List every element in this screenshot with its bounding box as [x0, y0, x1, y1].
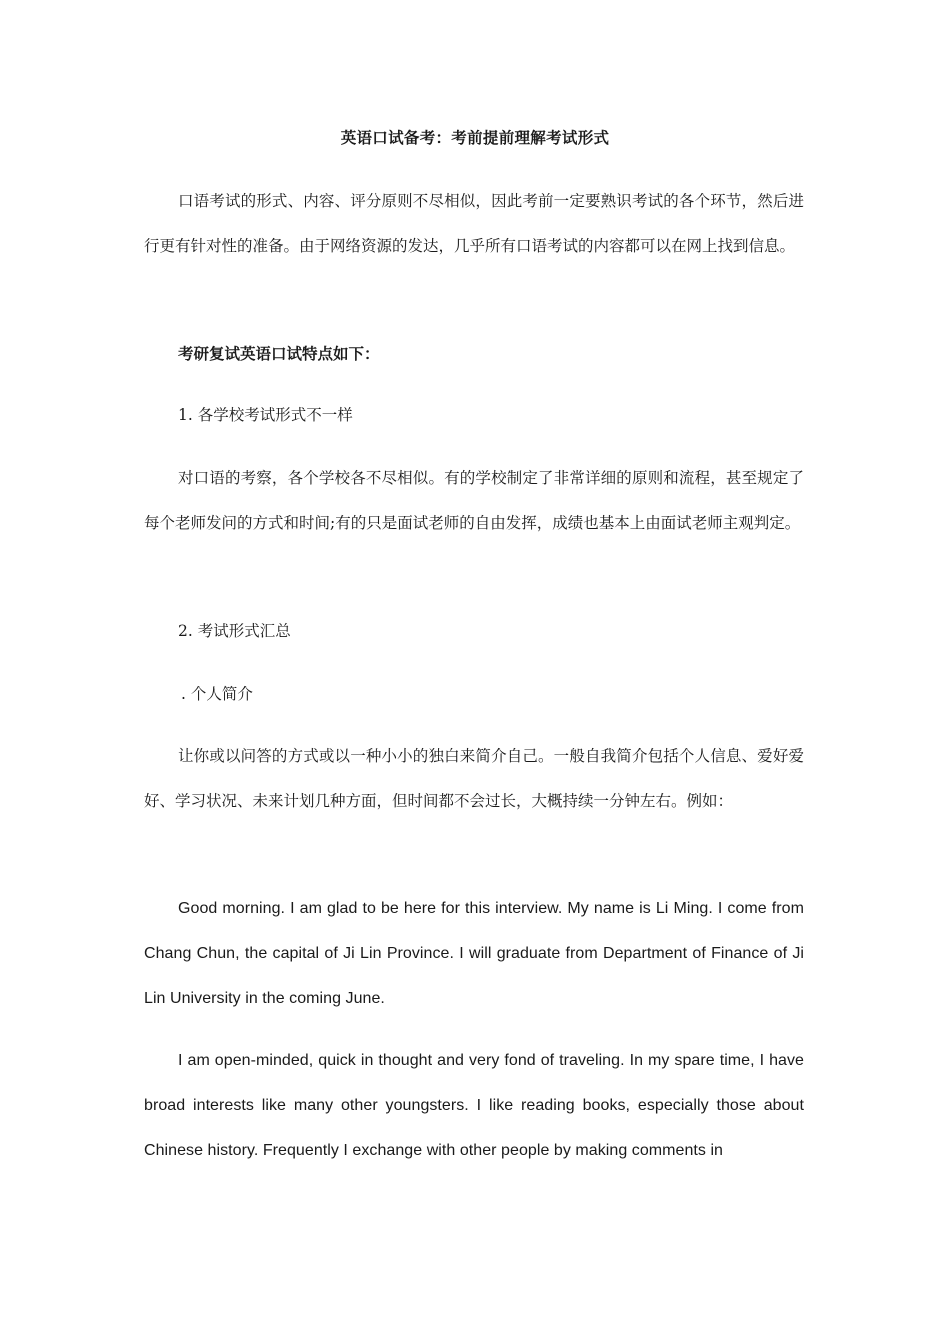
example-paragraph-2: I am open-minded, quick in thought and very fond of traveling. In my spare time, I have broad interests like many other youngsters. I like reading books, especially those about Chinese history. Frequently I exchange with other people by making comments in: [144, 1052, 804, 1159]
section-heading: 考研复试英语口试特点如下：: [178, 345, 380, 363]
self-intro-paragraph: 让你或以问答的方式或以一种小小的独白来简介自己。一般自我简介包括个人信息、爱好爱好、学习状况、未来计划几种方面，但时间都不会过长，大概持续一分钟左右。例如：: [144, 747, 804, 810]
example-paragraph-1: Good morning. I am glad to be here for this interview. My name is Li Ming. I come from Chang Chun, the capital of Ji Lin Province. I will graduate from Department of Finance of Ji Lin University in the coming June.: [144, 900, 804, 1007]
document-title: 英语口试备考：考前提前理解考试形式: [340, 129, 610, 147]
item1-heading: 1. 各学校考试形式不一样: [178, 406, 353, 424]
sub-heading-self-intro: . 个人简介: [181, 685, 253, 703]
item1-body-paragraph: 对口语的考察，各个学校各不尽相似。有的学校制定了非常详细的原则和流程，甚至规定了每个老师发问的方式和时间;有的只是面试老师的自由发挥，成绩也基本上由面试老师主观判定。: [144, 469, 804, 532]
intro-paragraph: 口语考试的形式、内容、评分原则不尽相似，因此考前一定要熟识考试的各个环节，然后进行更有针对性的准备。由于网络资源的发达，几乎所有口语考试的内容都可以在网上找到信息。: [144, 192, 804, 255]
item2-heading: 2. 考试形式汇总: [178, 622, 291, 640]
